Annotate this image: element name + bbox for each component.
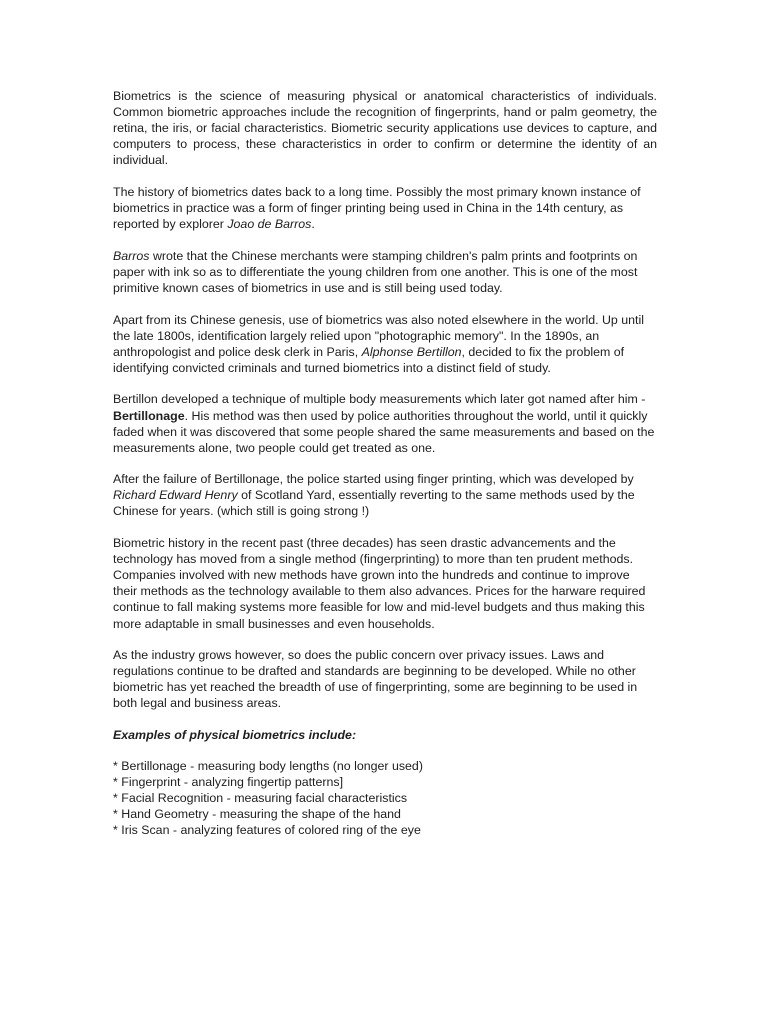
list-item: * Facial Recognition - measuring facial characteristics	[113, 791, 408, 806]
paragraph-text: After the failure of Bertillonage, the police started using finger printing, which was developed by	[113, 472, 634, 487]
explorer-name: Joao de Barros	[227, 217, 312, 232]
paragraph-history-china	[113, 184, 657, 232]
barros-name: Barros	[113, 248, 150, 263]
paragraph-text: Bertillon developed a technique of multiple body measurements which later got named after him -	[113, 392, 646, 407]
examples-heading: Examples of physical biometrics include:	[113, 728, 357, 742]
paragraph-text: The history of biometrics dates back to a long time. Possibly the most primary known instance of biometrics in practice was a form of finger printing being used in China in the 14th century, as reported by explorer	[113, 184, 641, 232]
list-item: * Fingerprint - analyzing fingertip patterns]	[113, 775, 344, 790]
document-page	[113, 88, 657, 839]
paragraph-text: wrote that the Chinese merchants were stamping children's palm prints and footprints on paper with ink so as to differentiate the young children from one another. This is one of the most primitive known cases of biometrics in use and is still being used today.	[113, 248, 638, 295]
paragraph-barros	[113, 248, 657, 296]
examples-list	[113, 758, 657, 838]
paragraph-text: .	[311, 217, 315, 232]
list-item: * Hand Geometry - measuring the shape of the hand	[113, 807, 401, 822]
list-item: * Bertillonage - measuring body lengths (no longer used)	[113, 759, 423, 774]
paragraph-definition: Biometrics is the science of measuring physical or anatomical characteristics of individuals. Common biometric approaches include the recognition of fingerprints, hand or palm geometry, the retina, the iris, or facial characteristics. Biometric security applications use devices to capture, and computers to process, these characteristics in order to confirm or determine the identity of an individual.	[113, 89, 657, 168]
paragraph-fingerprinting	[113, 471, 657, 519]
paragraph-text: Apart from its Chinese genesis, use of biometrics was also noted elsewhere in the world. Up until the late 1800s, identification largely relied upon "photographic memory". In the 1890s, an anthropologist and police desk clerk in Paris,	[113, 312, 644, 359]
paragraph-bertillonage	[113, 391, 657, 455]
paragraph-privacy: As the industry grows however, so does the public concern over privacy issues. Laws and regulations continue to be drafted and standards are beginning to be developed. While no other biometric has yet reached the breadth of use of fingerprinting, some are beginning to be used in both legal and business areas.	[113, 648, 638, 711]
bertillon-name: Alphonse Bertillon	[361, 344, 462, 359]
paragraph-text: . His method was then used by police authorities throughout the world, until it quickly faded when it was discovered that some people shared the same measurements and based on the measurements alone, two people could get treated as one.	[113, 408, 655, 455]
list-item: * Iris Scan - analyzing features of colored ring of the eye	[113, 823, 421, 838]
paragraph-recent-history: Biometric history in the recent past (three decades) has seen drastic advancements and the technology has moved from a single method (fingerprinting) to more than ten prudent methods. Companies involved with new methods have grown into the hundreds and continue to improve their methods as the technology available to them also advances. Prices for the harware required continue to fall making systems more feasible for low and mid-level budgets and thus making this more adaptable in small businesses and even households.	[113, 536, 646, 631]
paragraph-text: of Scotland Yard, essentially reverting to the same methods used by the Chinese for years. (which still is going strong !)	[113, 488, 635, 519]
paragraph-bertillon-intro	[113, 312, 657, 376]
bertillonage-term: Bertillonage	[113, 408, 185, 423]
henry-name: Richard Edward Henry	[113, 488, 238, 503]
paragraph-text: , decided to fix the problem of identifying convicted criminals and turned biometrics into a distinct field of study.	[113, 344, 625, 375]
